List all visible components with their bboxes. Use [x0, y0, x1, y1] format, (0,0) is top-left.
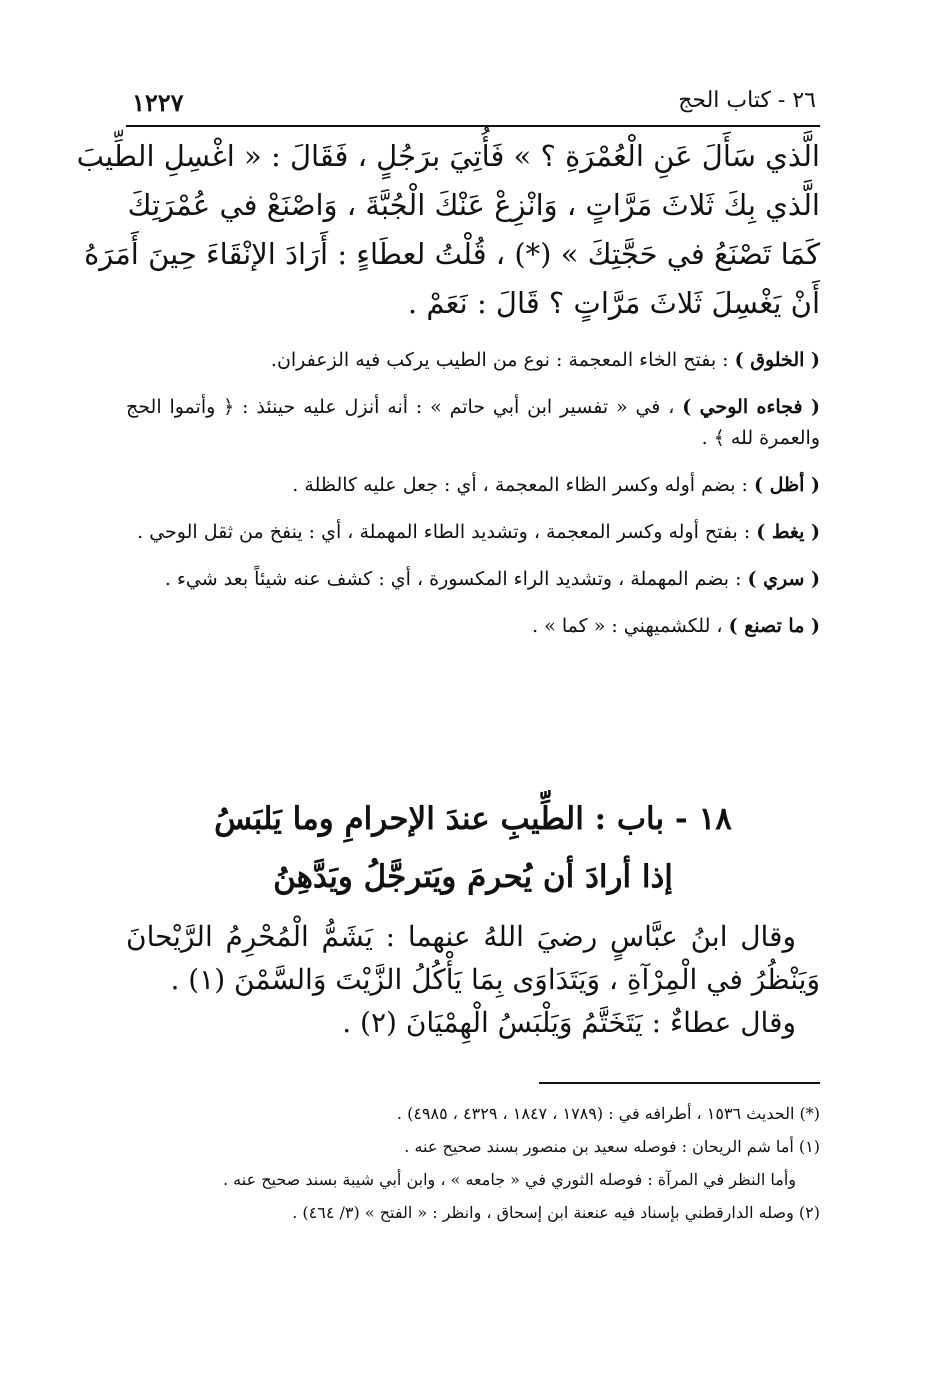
note-entry	[126, 470, 820, 501]
note-text: ، للكشميهني : « كما » .	[532, 615, 729, 637]
footnote-rule	[539, 1082, 820, 1084]
hadith-line: الَّذي بِكَ ثَلاثَ مَرَّاتٍ ، وَانْزِعْ عَنْكَ الْجُبَّةَ ، وَاصْنَعْ في عُمْرَتِكَ	[127, 188, 820, 222]
hadith-line: الَّذي سَأَلَ عَنِ الْعُمْرَةِ ؟ » فَأُتِيَ برَجُلٍ ، فَقَالَ : « اغْسِلِ الطِّيبَ	[76, 139, 820, 173]
header-rule	[126, 125, 820, 127]
note-term: ( ما تصنع )	[728, 615, 820, 637]
athar-text	[126, 915, 820, 1044]
chapter-heading-line: إذا أرادَ أن يُحرمَ ويَترجَّلُ ويَدَّهِنُ	[273, 859, 673, 895]
footnote: (*) الحديث ١٥٣٦ ، أطرافه في : (١٧٨٩ ، ١٨٤٧ ، ٤٣٢٩ ، ٤٩٨٥) .	[396, 1104, 820, 1123]
note-entry	[126, 611, 820, 642]
note-text: : بفتح الخاء المعجمة : نوع من الطيب يركب فيه الزعفران.	[270, 349, 735, 371]
note-term: ( سري )	[747, 568, 820, 590]
athar-paragraph: وقال عطاءٌ : يَتَخَتَّمُ وَيَلْبَسُ الْهِمْيَانَ (٢) .	[342, 1006, 796, 1039]
note-text: : بضم أوله وكسر الظاء المعجمة ، أي : جعل عليه كالظلة .	[292, 474, 754, 496]
footnote: (٢) وصله الدارقطني بإسناد فيه عنعنة ابن إسحاق ، وانظر : « الفتح » (٣/ ٤٦٤) .	[292, 1203, 820, 1222]
note-text: : بفتح أوله وكسر المعجمة ، وتشديد الطاء المهملة ، أي : ينفخ من ثقل الوحي .	[137, 521, 757, 543]
footnote: وأما النظر في المرآة : فوصله الثوري في « جامعه » ، وابن أبي شيبة بسند صحيح عنه .	[222, 1170, 796, 1189]
commentary-notes	[126, 345, 820, 658]
hadith-line: أَنْ يَغْسِلَ ثَلاثَ مَرَّاتٍ ؟ قَالَ : نَعَمْ .	[407, 286, 820, 320]
page-number: ١٢٢٧	[132, 88, 184, 117]
note-entry	[126, 564, 820, 595]
running-header-title: ٢٦ - كتاب الحج	[678, 88, 816, 113]
note-entry	[126, 517, 820, 548]
note-term: ( الخلوق )	[734, 349, 820, 371]
note-term: ( فجاءه الوحي )	[682, 396, 820, 418]
chapter-heading	[126, 790, 820, 906]
note-text: ، في « تفسير ابن أبي حاتم » : أنه أنزل عليه حينئذ : ﴿ وأتموا الحج والعمرة لله ﴾ .	[126, 396, 820, 449]
hadith-line: كَمَا تَصْنَعُ في حَجَّتِكَ » (*) ، قُلْتُ لعطَاءٍ : أَرَادَ الإنْقَاءَ حِينَ أَمَرَهُ	[84, 237, 820, 271]
footnotes	[126, 1100, 820, 1232]
footnote: (١) أما شم الريحان : فوصله سعيد بن منصور بسند صحيح عنه .	[404, 1137, 820, 1156]
chapter-heading-line: ١٨ - باب : الطِّيبِ عندَ الإحرامِ وما يَلبَسُ	[214, 801, 732, 837]
hadith-text	[76, 132, 820, 328]
note-term: ( أظل )	[754, 474, 820, 496]
note-text: : بضم المهملة ، وتشديد الراء المكسورة ، أي : كشف عنه شيئاً بعد شيء .	[164, 568, 748, 590]
athar-paragraph: وقال ابنُ عبَّاسٍ رضيَ اللهُ عنهما : يَشَمُّ الْمُحْرِمُ الرَّيْحانَ وَيَنْظُرُ في الْمِرْآةِ ، وَيَتَدَاوَى بِمَا يَأْكُلُ الزَّيْتَ وَالسَّمْنَ (١) .	[126, 920, 820, 996]
note-entry	[126, 392, 820, 454]
note-entry	[126, 345, 820, 376]
note-term: ( يغط )	[756, 521, 820, 543]
